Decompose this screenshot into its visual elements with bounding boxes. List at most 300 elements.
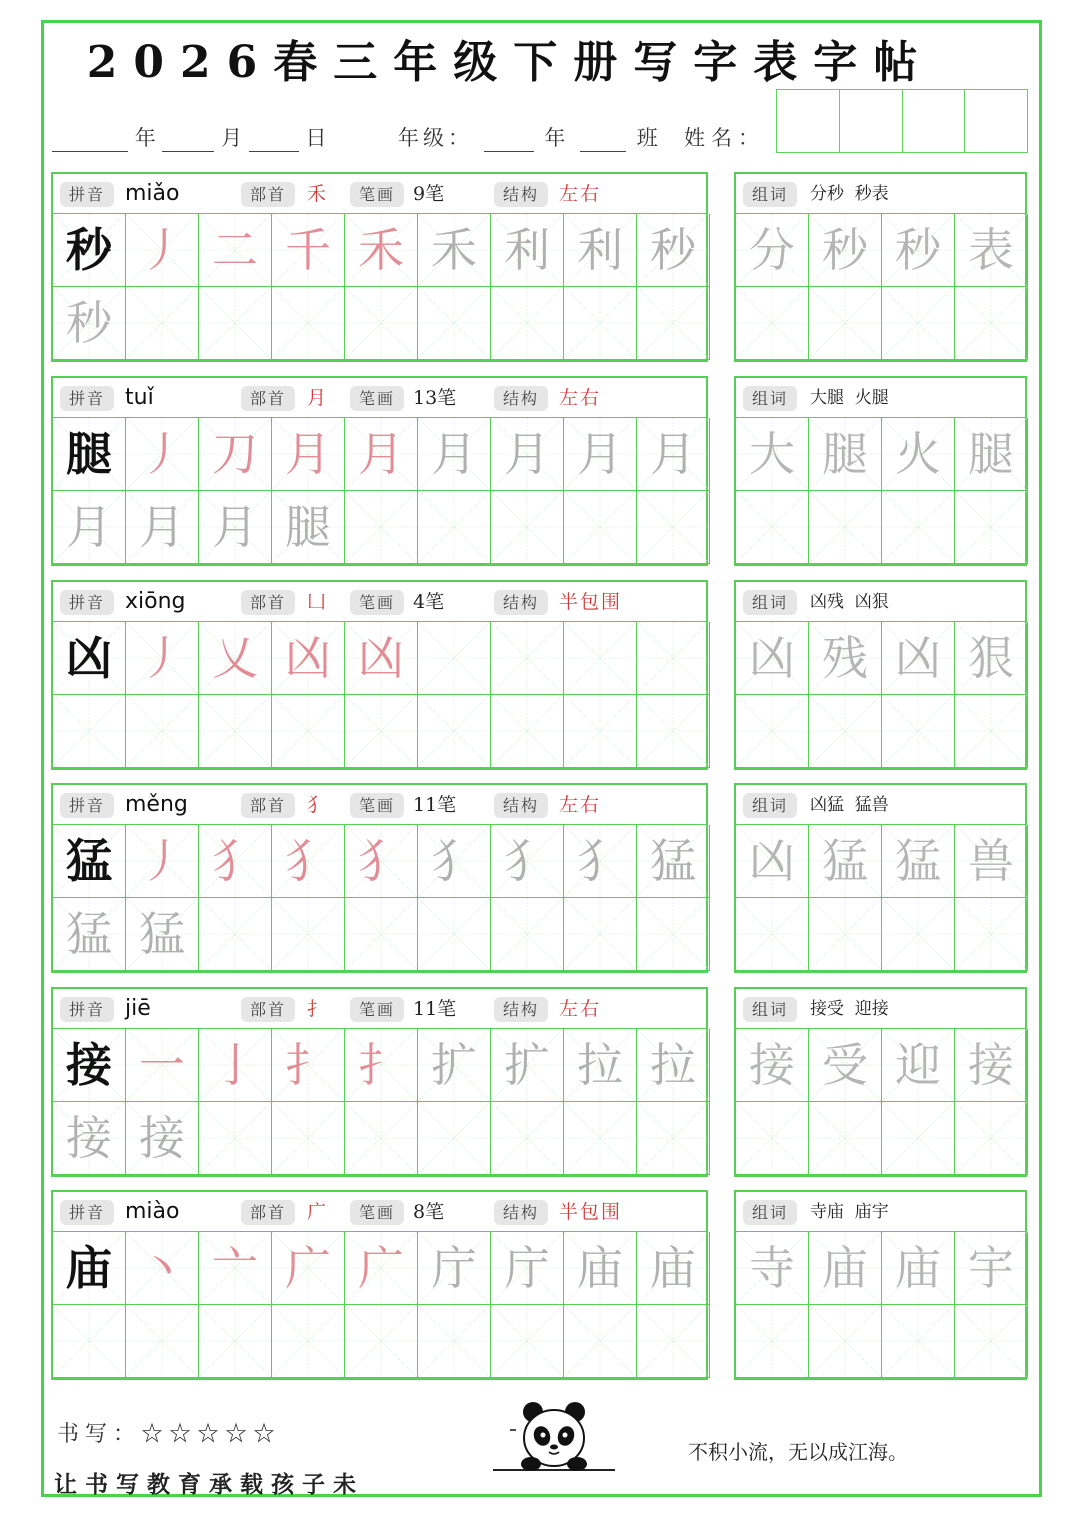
- stroke-step-cell[interactable]: [126, 1232, 199, 1305]
- practice-cell[interactable]: [882, 1102, 955, 1175]
- cell-character: 庁: [431, 1241, 477, 1295]
- cell-character: 腿: [66, 427, 112, 481]
- structure-value: 左右: [559, 387, 602, 409]
- strokes-value: 13笔: [413, 387, 457, 409]
- practice-cell[interactable]: [637, 287, 710, 360]
- practice-cell[interactable]: [882, 287, 955, 360]
- practice-cell[interactable]: [491, 898, 564, 971]
- stroke-step-cell[interactable]: [199, 622, 272, 695]
- practice-cell[interactable]: [564, 1102, 637, 1175]
- name-box[interactable]: [777, 90, 840, 152]
- character-block: [51, 783, 1027, 973]
- stroke-step-cell[interactable]: [126, 418, 199, 491]
- word-trace-cell[interactable]: [809, 418, 882, 491]
- cell-character: 月: [139, 500, 185, 554]
- cell-character: 月: [212, 500, 258, 554]
- cell-character: 庙: [895, 1241, 941, 1295]
- stroke-step-cell[interactable]: [418, 1232, 491, 1305]
- stroke-step-cell[interactable]: [126, 622, 199, 695]
- cell-character: 利: [577, 223, 623, 277]
- cell-character: 月: [66, 500, 112, 554]
- cell-character: 犭: [212, 834, 258, 888]
- stroke-step-cell[interactable]: [345, 214, 418, 287]
- words-header: [736, 582, 1025, 622]
- month-blank[interactable]: [162, 130, 214, 152]
- practice-cell[interactable]: [564, 287, 637, 360]
- word-trace-cell[interactable]: [882, 1029, 955, 1102]
- stroke-step-cell[interactable]: [199, 491, 272, 564]
- words-grid: [736, 1029, 1028, 1175]
- practice-cell[interactable]: [882, 898, 955, 971]
- practice-cell[interactable]: [637, 622, 710, 695]
- radical-tag: 部首: [241, 997, 295, 1022]
- practice-cell[interactable]: [491, 491, 564, 564]
- stroke-step-cell[interactable]: [564, 418, 637, 491]
- practice-cell[interactable]: [564, 1305, 637, 1378]
- stroke-step-cell[interactable]: [53, 1102, 126, 1175]
- cell-character: 残: [822, 631, 868, 685]
- stroke-step-cell[interactable]: [53, 898, 126, 971]
- cell-character: 凶: [749, 834, 795, 888]
- stroke-step-cell[interactable]: [126, 491, 199, 564]
- cell-character: 犭: [577, 834, 623, 888]
- cell-character: 猛: [895, 834, 941, 888]
- practice-cell[interactable]: [736, 1102, 809, 1175]
- practice-cell[interactable]: [809, 695, 882, 768]
- strokes-value: 4笔: [413, 591, 445, 613]
- cell-character: 刀: [212, 427, 258, 481]
- practice-cell[interactable]: [418, 287, 491, 360]
- practice-cell[interactable]: [272, 898, 345, 971]
- stroke-step-cell[interactable]: [491, 1232, 564, 1305]
- words-header: [736, 378, 1025, 418]
- practice-cell[interactable]: [199, 695, 272, 768]
- word-trace-cell[interactable]: [955, 825, 1028, 898]
- structure-tag: 结构: [494, 793, 548, 818]
- practice-cell[interactable]: [564, 695, 637, 768]
- pinyin-tag: 拼音: [60, 182, 114, 207]
- cell-character: 迎: [895, 1038, 941, 1092]
- stroke-step-cell[interactable]: [126, 214, 199, 287]
- char-info-header: [53, 378, 706, 418]
- day-label: 日: [305, 126, 327, 150]
- cell-character: 月: [504, 427, 550, 481]
- practice-cell[interactable]: [955, 695, 1028, 768]
- strokes-value: 8笔: [413, 1201, 445, 1223]
- practice-cell[interactable]: [955, 491, 1028, 564]
- cell-character: 秒: [895, 223, 941, 277]
- words-value: 凶猛 猛兽: [810, 795, 889, 815]
- practice-cell[interactable]: [637, 491, 710, 564]
- word-trace-cell[interactable]: [736, 418, 809, 491]
- cell-character: 拉: [650, 1038, 696, 1092]
- practice-cell[interactable]: [345, 898, 418, 971]
- strokes-tag: 笔画: [350, 182, 404, 207]
- cell-character: 兽: [968, 834, 1014, 888]
- word-trace-cell[interactable]: [809, 1232, 882, 1305]
- practice-cell[interactable]: [491, 622, 564, 695]
- pinyin-tag: 拼音: [60, 793, 114, 818]
- word-trace-cell[interactable]: [882, 825, 955, 898]
- cell-character: 凶: [66, 631, 112, 685]
- cell-character: 丿: [139, 223, 185, 277]
- words-grid: [736, 1232, 1028, 1378]
- stroke-step-cell[interactable]: [272, 825, 345, 898]
- cell-character: 凶: [285, 631, 331, 685]
- practice-cell[interactable]: [199, 898, 272, 971]
- word-trace-cell[interactable]: [809, 825, 882, 898]
- words-value: 接受 迎接: [810, 999, 889, 1019]
- practice-cell[interactable]: [882, 1305, 955, 1378]
- cell-character: 猛: [650, 834, 696, 888]
- pinyin-tag: 拼音: [60, 1200, 114, 1225]
- practice-cell[interactable]: [272, 695, 345, 768]
- practice-cell[interactable]: [126, 287, 199, 360]
- stroke-step-cell[interactable]: [199, 1029, 272, 1102]
- model-character-cell[interactable]: [53, 825, 126, 898]
- radical-value: 扌: [307, 998, 329, 1020]
- cell-character: 大: [749, 427, 795, 481]
- stroke-step-cell[interactable]: [126, 1029, 199, 1102]
- name-box[interactable]: [903, 90, 966, 152]
- cell-character: 腿: [968, 427, 1014, 481]
- practice-cell[interactable]: [345, 287, 418, 360]
- practice-cell[interactable]: [418, 898, 491, 971]
- word-trace-cell[interactable]: [736, 622, 809, 695]
- pinyin-value: tuǐ: [125, 385, 154, 410]
- stroke-step-cell[interactable]: [272, 491, 345, 564]
- practice-cell[interactable]: [272, 287, 345, 360]
- model-character-cell[interactable]: [53, 1232, 126, 1305]
- practice-cell[interactable]: [418, 1305, 491, 1378]
- model-character-cell[interactable]: [53, 622, 126, 695]
- word-trace-cell[interactable]: [882, 214, 955, 287]
- stroke-step-cell[interactable]: [345, 825, 418, 898]
- practice-cell[interactable]: [345, 491, 418, 564]
- name-boxes[interactable]: [776, 89, 1028, 153]
- radical-value: 禾: [307, 183, 329, 205]
- cell-character: 凶: [895, 631, 941, 685]
- practice-cell[interactable]: [809, 491, 882, 564]
- practice-cell[interactable]: [564, 898, 637, 971]
- practice-cell[interactable]: [491, 695, 564, 768]
- stroke-step-cell[interactable]: [491, 1029, 564, 1102]
- name-label: 姓名：: [684, 126, 765, 150]
- practice-cell[interactable]: [637, 898, 710, 971]
- words-value: 寺庙 庙宇: [810, 1202, 889, 1222]
- stroke-step-cell[interactable]: [564, 214, 637, 287]
- practice-cell[interactable]: [418, 695, 491, 768]
- words-panel: [734, 172, 1027, 362]
- practice-cell[interactable]: [955, 287, 1028, 360]
- practice-cell[interactable]: [53, 695, 126, 768]
- cell-character: 庙: [650, 1241, 696, 1295]
- practice-cell[interactable]: [199, 1305, 272, 1378]
- word-trace-cell[interactable]: [955, 418, 1028, 491]
- practice-cell[interactable]: [736, 695, 809, 768]
- practice-cell[interactable]: [736, 491, 809, 564]
- stroke-step-cell[interactable]: [564, 1232, 637, 1305]
- word-trace-cell[interactable]: [882, 622, 955, 695]
- cell-character: 凶: [358, 631, 404, 685]
- words-panel: [734, 987, 1027, 1177]
- stroke-step-cell[interactable]: [637, 1232, 710, 1305]
- stroke-step-cell[interactable]: [199, 214, 272, 287]
- words-grid: [736, 825, 1028, 971]
- cell-character: 庙: [66, 1241, 112, 1295]
- practice-cell[interactable]: [882, 491, 955, 564]
- cell-character: 接: [66, 1038, 112, 1092]
- stroke-step-cell[interactable]: [418, 214, 491, 287]
- stroke-step-cell[interactable]: [126, 898, 199, 971]
- month-label: 月: [221, 126, 243, 150]
- stroke-panel: [51, 1190, 708, 1380]
- words-header: [736, 1192, 1025, 1232]
- cell-character: 月: [431, 427, 477, 481]
- word-trace-cell[interactable]: [955, 1029, 1028, 1102]
- practice-cell[interactable]: [345, 1102, 418, 1175]
- year-blank[interactable]: [52, 130, 128, 152]
- strokes-value: 11笔: [413, 794, 457, 816]
- word-trace-cell[interactable]: [882, 1232, 955, 1305]
- radical-value: 月: [307, 387, 329, 409]
- model-character-cell[interactable]: [53, 1029, 126, 1102]
- stroke-step-cell[interactable]: [418, 418, 491, 491]
- cell-character: 腿: [285, 500, 331, 554]
- word-trace-cell[interactable]: [955, 1232, 1028, 1305]
- words-tag: 组词: [743, 386, 797, 411]
- practice-cell[interactable]: [491, 1305, 564, 1378]
- cell-character: 接: [66, 1111, 112, 1165]
- cell-character: 广: [358, 1241, 404, 1295]
- model-character-cell[interactable]: [53, 214, 126, 287]
- practice-cell[interactable]: [491, 1102, 564, 1175]
- practice-cell[interactable]: [564, 491, 637, 564]
- stroke-step-cell[interactable]: [418, 825, 491, 898]
- name-box[interactable]: [965, 90, 1027, 152]
- practice-cell[interactable]: [418, 1102, 491, 1175]
- radical-tag: 部首: [241, 1200, 295, 1225]
- char-info-header: [53, 174, 706, 214]
- stroke-step-cell[interactable]: [491, 825, 564, 898]
- word-trace-cell[interactable]: [736, 1029, 809, 1102]
- practice-cell[interactable]: [809, 898, 882, 971]
- cell-character: 犭: [431, 834, 477, 888]
- words-value: 凶残 凶狠: [810, 592, 889, 612]
- practice-cell[interactable]: [955, 898, 1028, 971]
- character-block: [51, 1190, 1027, 1380]
- stroke-step-cell[interactable]: [491, 418, 564, 491]
- cell-character: 扩: [431, 1038, 477, 1092]
- words-tag: 组词: [743, 590, 797, 615]
- stroke-step-cell[interactable]: [199, 1232, 272, 1305]
- practice-cell[interactable]: [736, 898, 809, 971]
- structure-tag: 结构: [494, 590, 548, 615]
- stroke-step-cell[interactable]: [272, 214, 345, 287]
- stroke-step-cell[interactable]: [637, 418, 710, 491]
- stroke-step-cell[interactable]: [272, 1232, 345, 1305]
- practice-cell[interactable]: [418, 622, 491, 695]
- year-label: 年: [134, 126, 156, 150]
- practice-cell[interactable]: [272, 1102, 345, 1175]
- structure-tag: 结构: [494, 1200, 548, 1225]
- practice-cell[interactable]: [199, 287, 272, 360]
- grade-unit: 年: [544, 126, 570, 150]
- cell-character: 犭: [358, 834, 404, 888]
- cell-character: 一: [139, 1038, 185, 1092]
- quote-text: 不积小流，无以成江海。: [688, 1440, 908, 1464]
- stroke-step-cell[interactable]: [345, 622, 418, 695]
- practice-cell[interactable]: [809, 1102, 882, 1175]
- stroke-step-cell[interactable]: [637, 825, 710, 898]
- stroke-step-cell[interactable]: [272, 622, 345, 695]
- word-trace-cell[interactable]: [882, 418, 955, 491]
- cell-character: 扩: [504, 1038, 550, 1092]
- stroke-panel: [51, 172, 708, 362]
- class-blank[interactable]: [580, 130, 626, 152]
- word-trace-cell[interactable]: [736, 214, 809, 287]
- class-unit: 班: [636, 126, 662, 150]
- words-tag: 组词: [743, 1200, 797, 1225]
- stroke-step-cell[interactable]: [126, 825, 199, 898]
- practice-cell[interactable]: [637, 1102, 710, 1175]
- word-trace-cell[interactable]: [736, 825, 809, 898]
- practice-cell[interactable]: [199, 1102, 272, 1175]
- pinyin-value: xiōng: [125, 589, 186, 614]
- char-info-header: [53, 582, 706, 622]
- structure-value: 左右: [559, 183, 602, 205]
- practice-cell[interactable]: [736, 1305, 809, 1378]
- practice-cell[interactable]: [736, 287, 809, 360]
- stroke-step-cell[interactable]: [199, 825, 272, 898]
- panda-icon: [493, 1400, 615, 1476]
- stroke-panel: [51, 783, 708, 973]
- words-value: 大腿 火腿: [810, 388, 889, 408]
- cell-character: 丿: [139, 427, 185, 481]
- stroke-step-cell[interactable]: [637, 214, 710, 287]
- practice-cell[interactable]: [637, 1305, 710, 1378]
- words-grid: [736, 622, 1028, 768]
- stroke-step-cell[interactable]: [345, 1232, 418, 1305]
- cell-character: 猛: [822, 834, 868, 888]
- cell-character: 月: [577, 427, 623, 481]
- char-info-header: [53, 1192, 706, 1232]
- cell-character: 月: [650, 427, 696, 481]
- practice-cell[interactable]: [637, 695, 710, 768]
- stroke-step-cell[interactable]: [637, 1029, 710, 1102]
- cell-character: 亅: [212, 1038, 258, 1092]
- strokes-tag: 笔画: [350, 793, 404, 818]
- pinyin-value: miào: [125, 1199, 180, 1224]
- word-trace-cell[interactable]: [736, 1232, 809, 1305]
- practice-cell[interactable]: [418, 491, 491, 564]
- structure-tag: 结构: [494, 997, 548, 1022]
- pinyin-tag: 拼音: [60, 386, 114, 411]
- cell-character: 犭: [285, 834, 331, 888]
- cell-character: 利: [504, 223, 550, 277]
- structure-tag: 结构: [494, 182, 548, 207]
- practice-cell[interactable]: [53, 1305, 126, 1378]
- cell-character: 秒: [822, 223, 868, 277]
- cell-character: 猛: [139, 907, 185, 961]
- word-trace-cell[interactable]: [955, 214, 1028, 287]
- stroke-panel: [51, 987, 708, 1177]
- name-box[interactable]: [840, 90, 903, 152]
- practice-cell[interactable]: [882, 695, 955, 768]
- practice-cell[interactable]: [272, 1305, 345, 1378]
- pinyin-value: jiē: [125, 996, 151, 1021]
- stroke-step-cell[interactable]: [345, 418, 418, 491]
- stroke-step-cell[interactable]: [272, 1029, 345, 1102]
- grade-blank[interactable]: [484, 130, 534, 152]
- cell-character: 凶: [749, 631, 795, 685]
- practice-cell[interactable]: [345, 695, 418, 768]
- practice-cell[interactable]: [126, 1305, 199, 1378]
- grade-label: 年级：: [398, 126, 473, 150]
- cell-character: 猛: [66, 907, 112, 961]
- word-trace-cell[interactable]: [809, 214, 882, 287]
- model-character-cell[interactable]: [53, 418, 126, 491]
- practice-cell[interactable]: [955, 1102, 1028, 1175]
- char-info-header: [53, 989, 706, 1029]
- cell-character: 庁: [504, 1241, 550, 1295]
- motto-text: 让书写教育承载孩子未: [54, 1471, 364, 1498]
- structure-value: 左右: [559, 794, 602, 816]
- stroke-step-cell[interactable]: [272, 418, 345, 491]
- trace-cell[interactable]: [53, 287, 126, 360]
- radical-value: 犭: [307, 794, 329, 816]
- cell-character: 禾: [358, 223, 404, 277]
- stroke-step-cell[interactable]: [345, 1029, 418, 1102]
- cell-character: 表: [968, 223, 1014, 277]
- practice-cell[interactable]: [345, 1305, 418, 1378]
- word-trace-cell[interactable]: [955, 622, 1028, 695]
- stroke-grid: [53, 418, 710, 564]
- cell-character: 接: [139, 1111, 185, 1165]
- day-blank[interactable]: [249, 130, 299, 152]
- cell-character: 拉: [577, 1038, 623, 1092]
- words-header: [736, 174, 1025, 214]
- word-trace-cell[interactable]: [809, 622, 882, 695]
- word-trace-cell[interactable]: [809, 1029, 882, 1102]
- cell-character: 接: [968, 1038, 1014, 1092]
- pinyin-tag: 拼音: [60, 997, 114, 1022]
- stroke-step-cell[interactable]: [199, 418, 272, 491]
- strokes-value: 11笔: [413, 998, 457, 1020]
- stroke-step-cell[interactable]: [53, 491, 126, 564]
- stroke-step-cell[interactable]: [491, 214, 564, 287]
- practice-cell[interactable]: [491, 287, 564, 360]
- practice-cell[interactable]: [809, 1305, 882, 1378]
- practice-cell[interactable]: [126, 695, 199, 768]
- radical-tag: 部首: [241, 793, 295, 818]
- practice-cell[interactable]: [955, 1305, 1028, 1378]
- strokes-tag: 笔画: [350, 1200, 404, 1225]
- stroke-step-cell[interactable]: [418, 1029, 491, 1102]
- pinyin-value: měng: [125, 792, 188, 817]
- structure-value: 半包围: [559, 591, 623, 613]
- cell-character: 禾: [431, 223, 477, 277]
- words-header: [736, 785, 1025, 825]
- practice-cell[interactable]: [809, 287, 882, 360]
- stroke-step-cell[interactable]: [564, 1029, 637, 1102]
- words-tag: 组词: [743, 182, 797, 207]
- practice-cell[interactable]: [564, 622, 637, 695]
- words-tag: 组词: [743, 997, 797, 1022]
- stroke-step-cell[interactable]: [126, 1102, 199, 1175]
- stroke-step-cell[interactable]: [564, 825, 637, 898]
- cell-character: 丿: [139, 834, 185, 888]
